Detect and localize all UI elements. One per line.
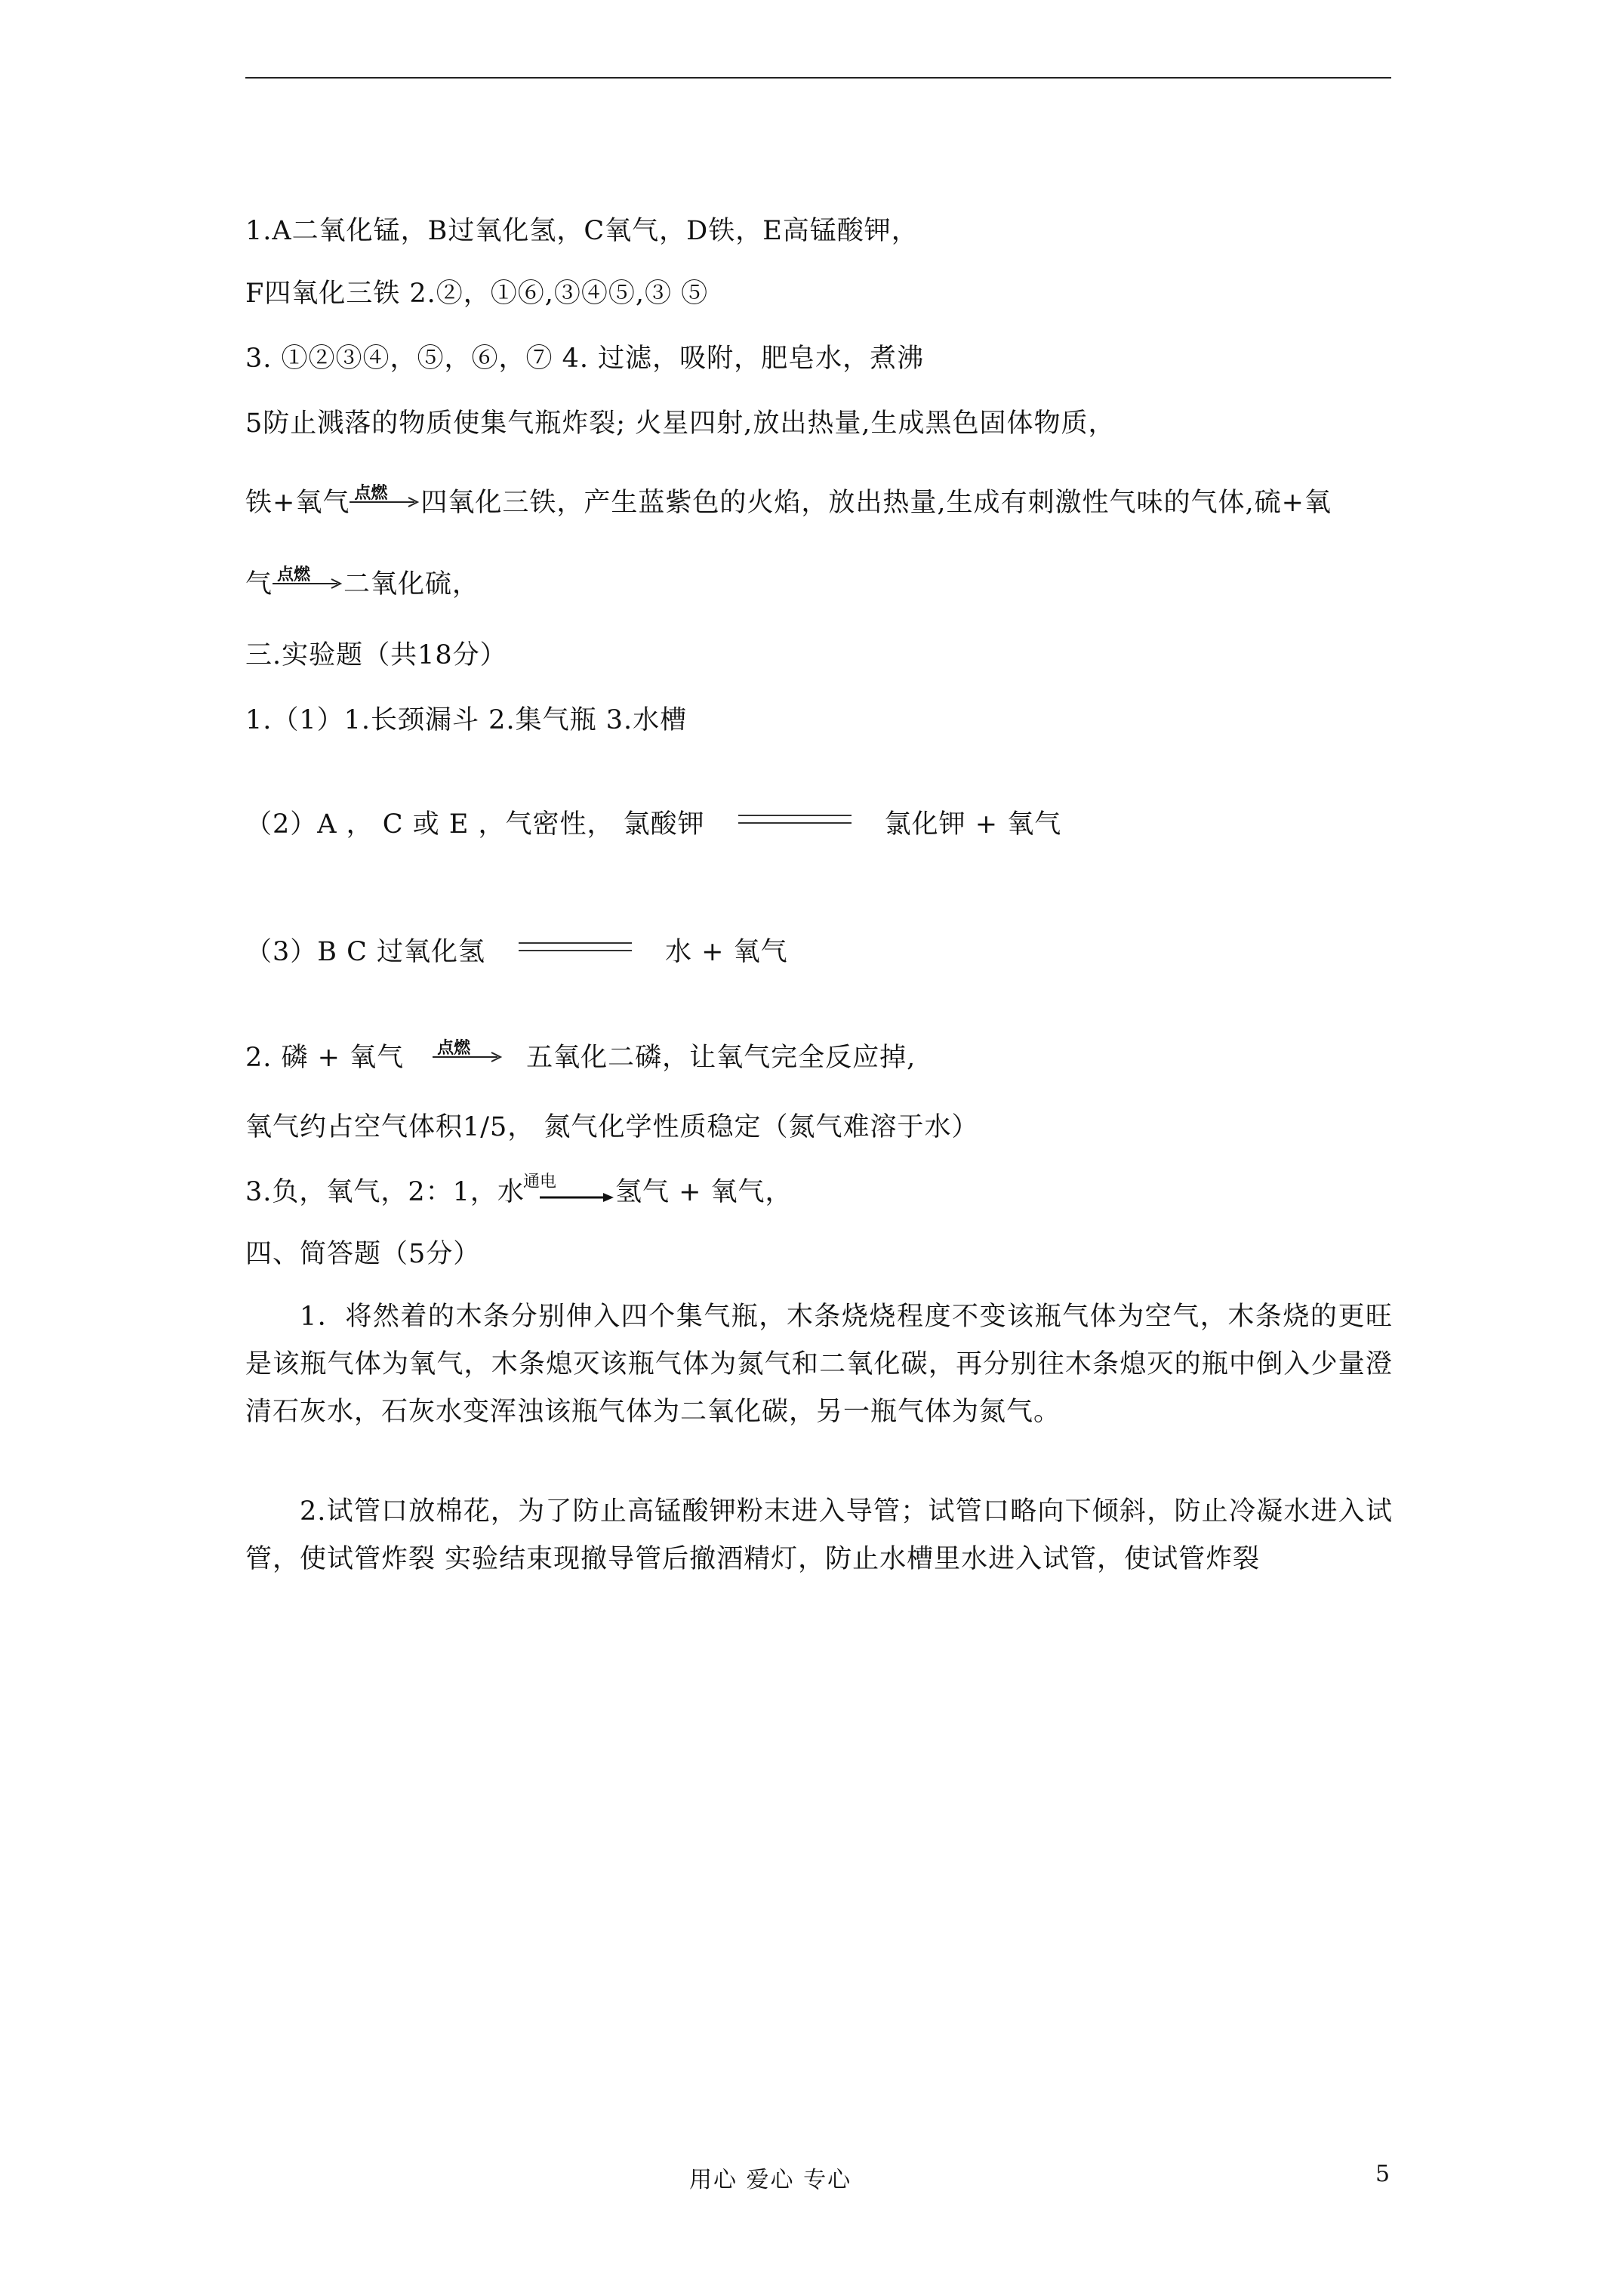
short-answer-1-text: 1．将然着的木条分别伸入四个集气瓶，木条烧烧程度不变该瓶气体为空气，木条烧的更旺是该瓶气体为氧气，木条熄灭该瓶气体为氮气和二氧化碳，再分别往木条熄灭的瓶中倒入少量澄清石灰水，石灰水变浑浊该瓶气体为二氧化碳，另一瓶气体为氮气。 [245,1302,1393,1427]
section-3-title: 三.实验题（共18分） [245,640,507,670]
experiment-q1-1: 1.（1）1.长颈漏斗 2.集气瓶 3.水槽 [245,705,688,735]
q3-left: 3.负，氧气，2：1，水 [245,1177,525,1207]
ignite-arrow [273,567,343,597]
ignite-condition: 点燃 [277,565,311,584]
ignite-condition: 点燃 [354,483,388,503]
ignite-arrow [433,1040,504,1071]
iron-combustion-equation [245,485,1332,521]
answer-line-1: 1.A二氧化锰，B过氧化氢，C氧气，D铁，E高锰酸钾， [245,216,919,246]
q2-left: 2. 磷 + 氧气 [245,1043,405,1073]
page-footer: 用心 爱心 专心 [689,2167,852,2193]
q1-3-right: 水 + 氧气 [665,937,788,967]
experiment-q3 [245,1174,793,1210]
answer-line-2: F四氧化三铁 2.②，①⑥,③④⑤,③ ⑤ [245,279,709,309]
q1-2-right: 氯化钾 + 氧气 [884,809,1062,840]
answer-line-4: 5防止溅落的物质使集气瓶炸裂; 火星四射,放出热量,生成黑色固体物质， [245,408,1116,439]
iron-combustion-product: 四氧化三铁，产生蓝紫色的火焰，放出热量,生成有刺激性气味的气体,硫+氧 [420,488,1332,518]
experiment-q2-note: 氧气约占空气体积1/5， 氮气化学性质稳定（氮气难溶于水） [245,1112,979,1142]
ignite-condition: 点燃 [437,1038,471,1058]
experiment-q2 [245,1040,916,1076]
sulfur-product: 二氧化硫， [343,569,480,599]
arrow-right-icon [540,1191,615,1203]
q1-2-left: （2）A ， C 或 E ，气密性， 氯酸钾 [245,809,705,840]
reactants-iron: 铁+氧气 [245,488,350,518]
section-4-title: 四、简答题（5分） [245,1239,481,1269]
short-answer-2 [245,1488,1393,1583]
arrow-right-icon [273,578,343,590]
header-rule [245,77,1391,79]
equation-bar [519,942,632,951]
q3-right: 氢气 + 氧气， [614,1177,793,1207]
arrow-right-icon [433,1051,504,1063]
electrolysis-condition: 通电 [522,1173,556,1191]
ignite-arrow [350,485,420,516]
short-answer-1 [245,1293,1393,1436]
short-answer-2-text: 2.试管口放棉花，为了防止高锰酸钾粉末进入导管；试管口略向下倾斜，防止冷凝水进入试管，使试管炸裂 实验结束现撤导管后撤酒精灯，防止水槽里水进入试管，使试管炸裂 [245,1496,1393,1574]
sulfur-combustion-equation [245,566,479,603]
page-number: 5 [1375,2161,1390,2187]
reactant-gas: 气 [245,569,273,599]
experiment-q1-2 [245,806,1061,843]
experiment-q1-3 [245,934,788,970]
arrow-right-icon [350,496,420,508]
equation-bar [738,815,852,824]
q1-3-left: （3）B C 过氧化氢 [245,937,486,967]
q2-right: 五氧化二磷，让氧气完全反应掉, [526,1043,916,1073]
answer-line-3: 3. ①②③④，⑤，⑥，⑦ 4. 过滤，吸附，肥皂水，煮沸 [245,344,925,374]
electrolysis-arrow [522,1173,615,1207]
